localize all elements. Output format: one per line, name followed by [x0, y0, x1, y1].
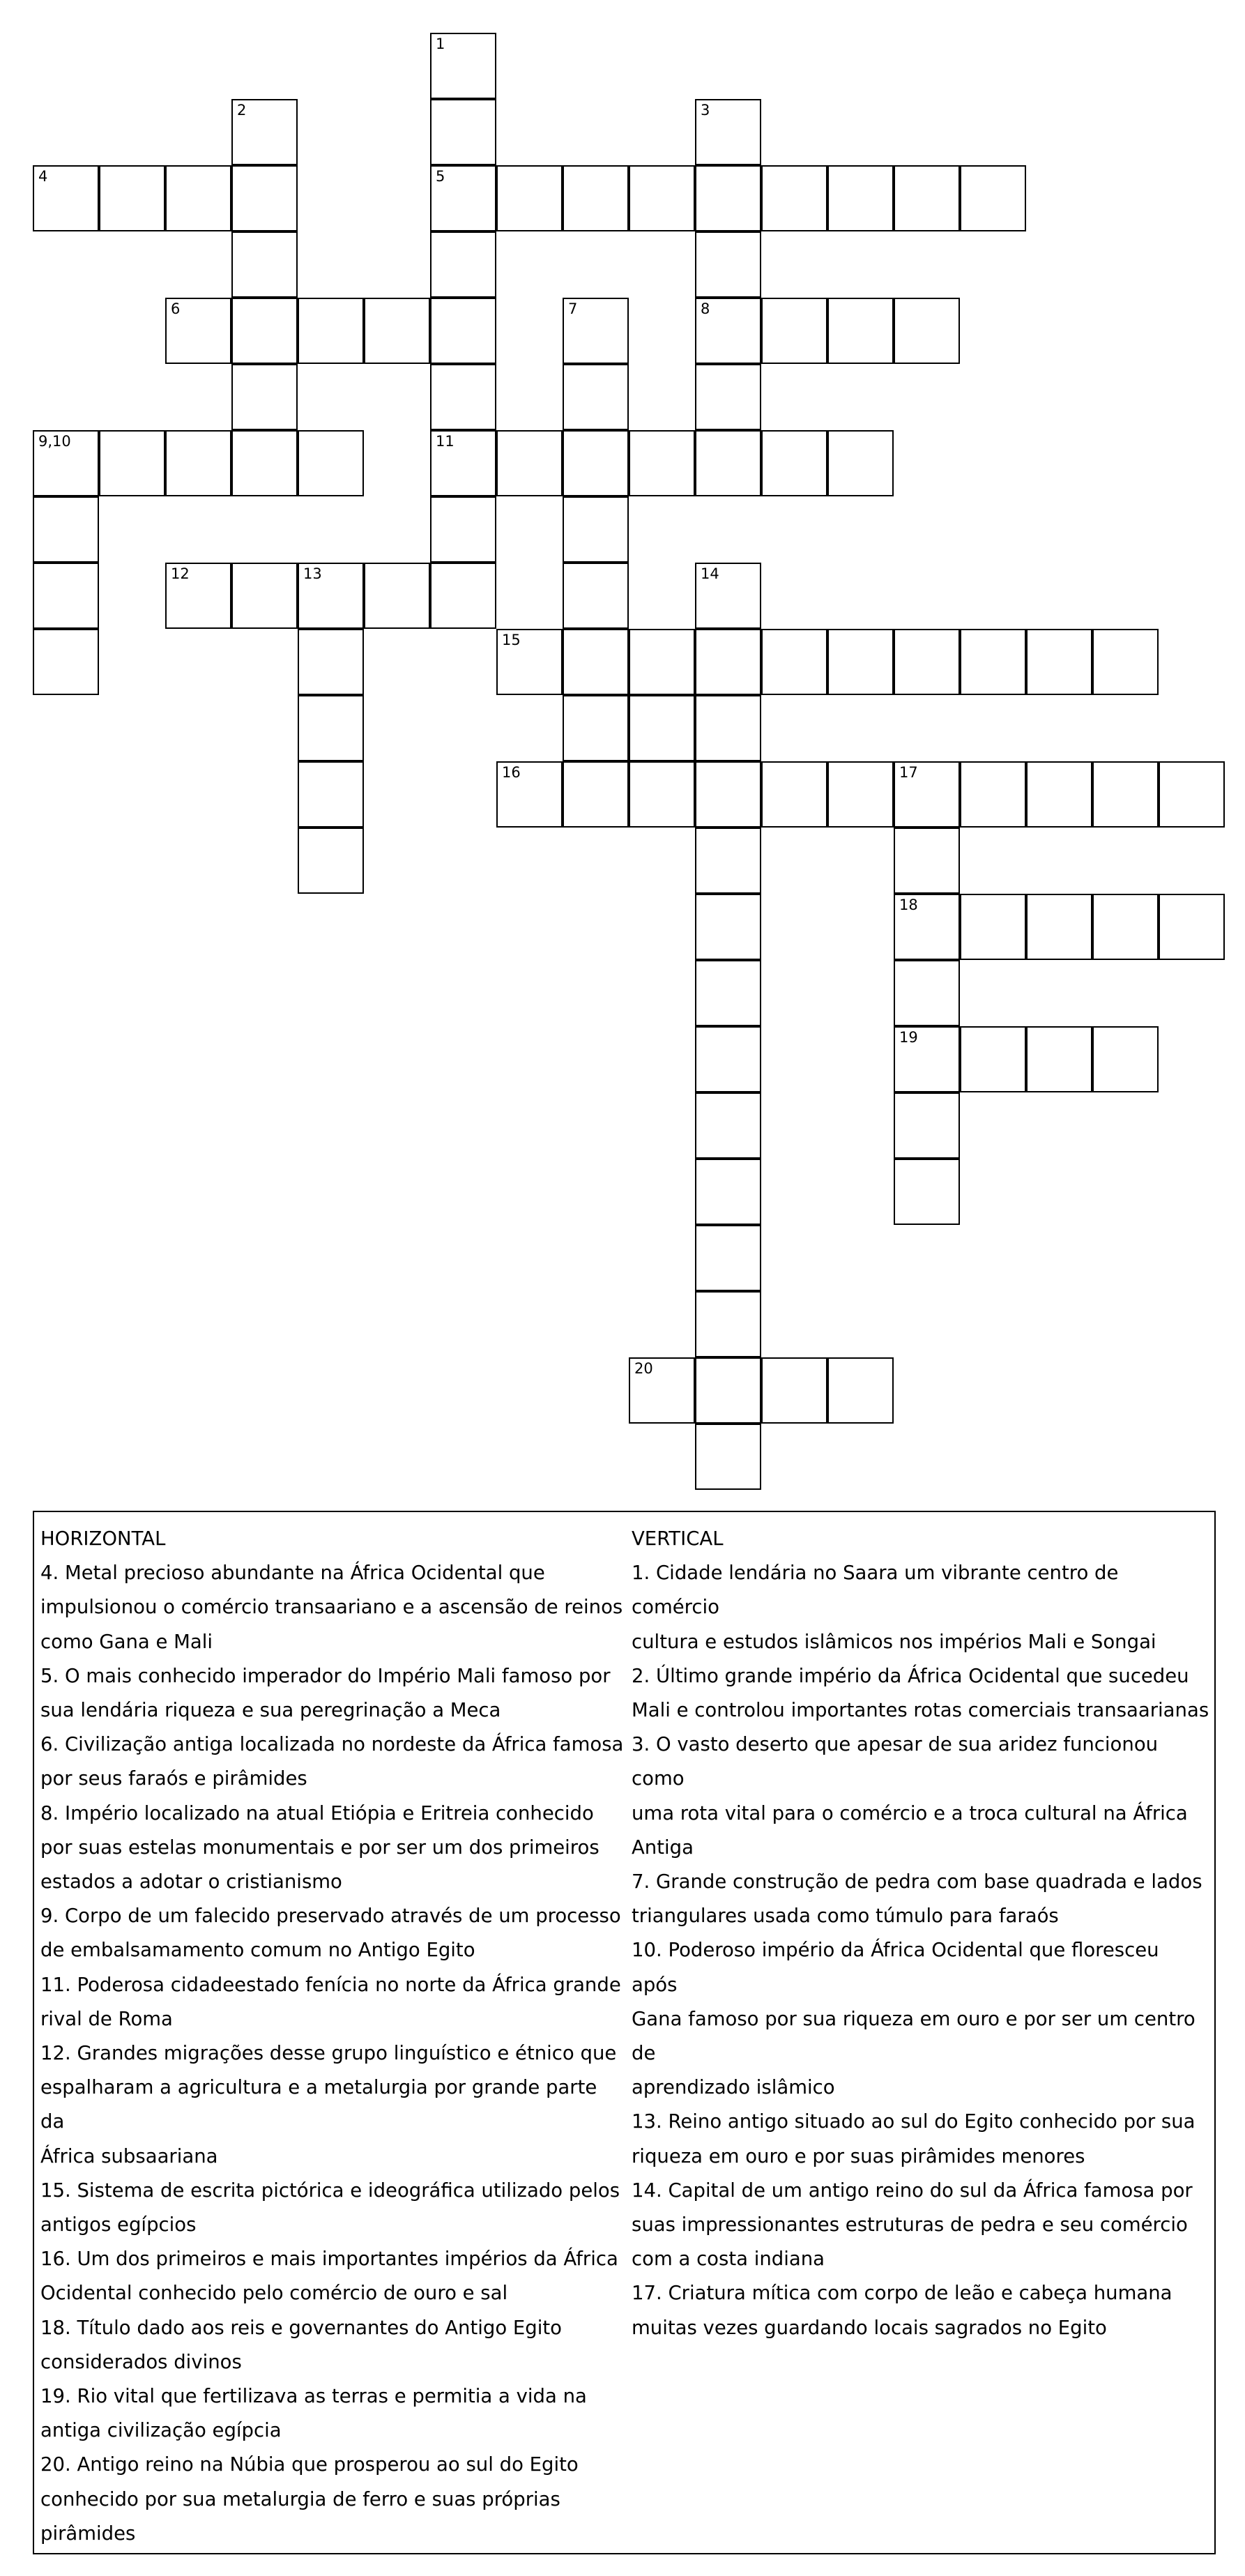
grid-cell[interactable] — [298, 695, 364, 761]
grid-cell[interactable] — [695, 231, 761, 298]
grid-cell[interactable] — [695, 430, 761, 496]
grid-cell[interactable] — [99, 165, 165, 231]
vertical-clue-list — [632, 1556, 1210, 2345]
grid-cell[interactable] — [960, 894, 1026, 960]
grid-cell[interactable] — [165, 430, 231, 496]
clue-number: 8 — [701, 300, 710, 317]
grid-cell[interactable] — [231, 430, 298, 496]
grid-cell[interactable] — [695, 629, 761, 695]
clue-line: 8. Império localizado na atual Etiópia e Eritreia conhecido — [40, 1801, 594, 1824]
grid-cell-14[interactable] — [695, 563, 761, 629]
grid-cell[interactable] — [430, 364, 496, 430]
grid-cell[interactable] — [761, 430, 827, 496]
clue-line: 5. O mais conhecido imperador do Império Mali famoso por — [40, 1664, 611, 1687]
clue-number: 4 — [38, 168, 48, 185]
clue-line: 16. Um dos primeiros e mais importantes impérios da África — [40, 2248, 618, 2271]
grid-cell[interactable] — [298, 761, 364, 828]
grid-cell[interactable] — [1092, 1026, 1159, 1092]
grid-cell[interactable] — [33, 629, 99, 695]
clue-number: 5 — [436, 168, 445, 185]
grid-cell[interactable] — [695, 1092, 761, 1159]
grid-cell[interactable] — [761, 165, 827, 231]
grid-cell-7[interactable] — [563, 298, 629, 364]
grid-cell[interactable] — [695, 1291, 761, 1357]
clue-line: de embalsamamento comum no Antigo Egito — [40, 1939, 475, 1962]
grid-cell[interactable] — [894, 960, 960, 1026]
clue-number: 19 — [899, 1029, 918, 1046]
grid-cell[interactable] — [1026, 1026, 1092, 1092]
clue-line: por seus faraós e pirâmides — [40, 1767, 307, 1790]
clue-number: 7 — [568, 300, 578, 317]
clue-line: 18. Título dado aos reis e governantes do Antigo Egito — [40, 2316, 562, 2339]
grid-cell[interactable] — [231, 231, 298, 298]
clue-line: 15. Sistema de escrita pictórica e ideográfica utilizado pelos — [40, 2179, 620, 2202]
grid-cell[interactable] — [298, 430, 364, 496]
grid-cell[interactable] — [827, 165, 894, 231]
grid-cell-8[interactable] — [695, 298, 761, 364]
grid-cell[interactable] — [298, 629, 364, 695]
grid-cell[interactable] — [298, 298, 364, 364]
grid-cell-2[interactable] — [231, 99, 298, 165]
clue-number: 18 — [899, 897, 918, 913]
clue-number: 20 — [634, 1360, 653, 1377]
grid-cell[interactable] — [430, 563, 496, 629]
grid-cell-5[interactable] — [430, 165, 496, 231]
clue-line: 9. Corpo de um falecido preservado através de um processo — [40, 1905, 621, 1928]
clue-line: 13. Reino antigo situado ao sul do Egito conhecido por sua — [632, 2110, 1196, 2133]
grid-cell[interactable] — [231, 563, 298, 629]
grid-cell[interactable] — [695, 1225, 761, 1291]
grid-cell[interactable] — [1092, 761, 1159, 828]
clue-line: impulsionou o comércio transaariano e a ascensão de reinos — [40, 1596, 623, 1619]
grid-cell[interactable] — [695, 828, 761, 894]
clue-number: 3 — [701, 102, 710, 119]
clue-line: rival de Roma — [40, 2007, 173, 2030]
clue-line: como Gana e Mali — [40, 1630, 213, 1653]
grid-cell[interactable] — [1159, 761, 1225, 828]
grid-cell-6[interactable] — [165, 298, 231, 364]
clue-number: 2 — [237, 102, 247, 119]
grid-cell[interactable] — [629, 695, 695, 761]
clue-line: 14. Capital de um antigo reino do sul da África famosa por — [632, 2179, 1193, 2202]
clue-number: 1 — [436, 36, 445, 52]
grid-cell[interactable] — [165, 165, 231, 231]
grid-cell[interactable] — [695, 1424, 761, 1490]
clue-line: 7. Grande construção de pedra com base quadrada e lados — [632, 1870, 1202, 1893]
clue-number: 12 — [171, 565, 190, 582]
clue-line: 1. Cidade lendária no Saara um vibrante centro de comércio — [632, 1562, 1119, 1619]
grid-cell[interactable] — [827, 629, 894, 695]
clue-line: suas impressionantes estruturas de pedra e seu comércio — [632, 2213, 1188, 2236]
grid-cell[interactable] — [960, 761, 1026, 828]
grid-cell-19[interactable] — [894, 1026, 960, 1092]
grid-cell[interactable] — [629, 761, 695, 828]
clue-number: 14 — [701, 565, 719, 582]
clue-line: riqueza em ouro e por suas pirâmides menores — [632, 2144, 1085, 2167]
grid-cell[interactable] — [894, 828, 960, 894]
grid-cell-18[interactable] — [894, 894, 960, 960]
grid-cell[interactable] — [430, 298, 496, 364]
clue-number: 17 — [899, 764, 918, 781]
grid-cell[interactable] — [1026, 629, 1092, 695]
clue-line: espalharam a agricultura e a metalurgia por grande parte da — [40, 2076, 597, 2133]
clue-line: triangulares usada como túmulo para faraós — [632, 1905, 1059, 1928]
grid-cell[interactable] — [430, 231, 496, 298]
clue-line: com a costa indiana — [632, 2248, 825, 2271]
grid-cell[interactable] — [231, 298, 298, 364]
grid-cell[interactable] — [231, 364, 298, 430]
clue-number: 13 — [303, 565, 322, 582]
grid-cell[interactable] — [99, 430, 165, 496]
clue-line: sua lendária riqueza e sua peregrinação a Meca — [40, 1699, 501, 1722]
grid-cell[interactable] — [827, 298, 894, 364]
clue-line: 10. Poderoso império da África Ocidental que floresceu após — [632, 1939, 1159, 1996]
clue-line: 3. O vasto deserto que apesar de sua aridez funcionou como — [632, 1733, 1159, 1790]
grid-cell[interactable] — [827, 430, 894, 496]
grid-cell-12[interactable] — [165, 563, 231, 629]
grid-cell[interactable] — [960, 165, 1026, 231]
grid-cell[interactable] — [960, 1026, 1026, 1092]
grid-cell[interactable] — [761, 1357, 827, 1424]
horizontal-heading: HORIZONTAL — [40, 1527, 166, 1550]
grid-cell[interactable] — [1026, 761, 1092, 828]
grid-cell-16[interactable] — [496, 761, 563, 828]
clue-line: considerados divinos — [40, 2350, 242, 2373]
clues-box — [33, 1511, 1216, 2554]
grid-cell[interactable] — [563, 165, 629, 231]
grid-cell[interactable] — [563, 496, 629, 563]
clue-line: estados a adotar o cristianismo — [40, 1870, 342, 1893]
clue-line: uma rota vital para o comércio e a troca cultural na África — [632, 1801, 1188, 1824]
grid-cell[interactable] — [629, 430, 695, 496]
grid-cell-15[interactable] — [496, 629, 563, 695]
clue-line: 6. Civilização antiga localizada no nordeste da África famosa — [40, 1733, 624, 1756]
grid-cell-11[interactable] — [430, 430, 496, 496]
grid-cell[interactable] — [761, 761, 827, 828]
clue-line: pirâmides — [40, 2522, 136, 2545]
grid-cell[interactable] — [761, 298, 827, 364]
clue-line: 12. Grandes migrações desse grupo linguístico e étnico que — [40, 2042, 617, 2065]
grid-cell[interactable] — [894, 298, 960, 364]
grid-cell[interactable] — [563, 563, 629, 629]
clue-line: 19. Rio vital que fertilizava as terras e permitia a vida na — [40, 2385, 587, 2408]
grid-cell[interactable] — [894, 629, 960, 695]
grid-cell-17[interactable] — [894, 761, 960, 828]
clue-line: Gana famoso por sua riqueza em ouro e por ser um centro de — [632, 2007, 1196, 2065]
grid-cell[interactable] — [695, 165, 761, 231]
grid-cell[interactable] — [695, 960, 761, 1026]
clue-line: 17. Criatura mítica com corpo de leão e cabeça humana — [632, 2282, 1173, 2305]
grid-cell[interactable] — [827, 761, 894, 828]
vertical-heading: VERTICAL — [632, 1527, 724, 1550]
grid-cell[interactable] — [231, 165, 298, 231]
grid-cell[interactable] — [430, 496, 496, 563]
grid-cell[interactable] — [1092, 629, 1159, 695]
grid-cell-9-10[interactable] — [33, 430, 99, 496]
clue-line: antiga civilização egípcia — [40, 2419, 282, 2442]
clue-number: 11 — [436, 433, 455, 450]
grid-cell[interactable] — [629, 629, 695, 695]
grid-cell[interactable] — [563, 695, 629, 761]
clue-number: 6 — [171, 300, 181, 317]
grid-cell[interactable] — [1026, 894, 1092, 960]
grid-cell[interactable] — [960, 629, 1026, 695]
vertical-clues — [632, 1522, 1210, 2345]
grid-cell[interactable] — [563, 629, 629, 695]
clue-line: antigos egípcios — [40, 2213, 197, 2236]
grid-cell[interactable] — [695, 761, 761, 828]
grid-cell[interactable] — [496, 165, 563, 231]
grid-cell[interactable] — [364, 298, 430, 364]
grid-cell[interactable] — [563, 761, 629, 828]
clue-line: 2. Último grande império da África Ocidental que sucedeu — [632, 1664, 1189, 1687]
grid-cell[interactable] — [894, 1092, 960, 1159]
clue-line: conhecido por sua metalurgia de ferro e suas próprias — [40, 2487, 560, 2510]
grid-cell[interactable] — [33, 496, 99, 563]
grid-cell[interactable] — [496, 430, 563, 496]
grid-cell-4[interactable] — [33, 165, 99, 231]
clue-line: 4. Metal precioso abundante na África Ocidental que — [40, 1562, 545, 1585]
grid-cell[interactable] — [695, 1026, 761, 1092]
grid-cell-1[interactable] — [430, 33, 496, 99]
clue-line: por suas estelas monumentais e por ser um dos primeiros — [40, 1836, 599, 1859]
clue-line: África subsaariana — [40, 2144, 218, 2167]
clue-number: 15 — [502, 632, 521, 648]
grid-cell[interactable] — [33, 563, 99, 629]
grid-cell-13[interactable] — [298, 563, 364, 629]
clue-line: Antiga — [632, 1836, 694, 1859]
clue-line: 11. Poderosa cidadeestado fenícia no norte da África grande — [40, 1973, 621, 1996]
grid-cell[interactable] — [894, 165, 960, 231]
grid-cell-20[interactable] — [629, 1357, 695, 1424]
grid-cell[interactable] — [629, 165, 695, 231]
clue-line: 20. Antigo reino na Núbia que prosperou ao sul do Egito — [40, 2453, 579, 2476]
grid-cell[interactable] — [430, 99, 496, 165]
grid-cell-3[interactable] — [695, 99, 761, 165]
horizontal-clue-list — [40, 1556, 626, 2551]
grid-cell[interactable] — [695, 364, 761, 430]
clue-line: aprendizado islâmico — [632, 2076, 835, 2099]
clue-line: Ocidental conhecido pelo comércio de ouro e sal — [40, 2282, 508, 2305]
grid-cell[interactable] — [695, 1159, 761, 1225]
grid-cell[interactable] — [563, 430, 629, 496]
grid-cell[interactable] — [761, 629, 827, 695]
grid-cell[interactable] — [695, 695, 761, 761]
grid-cell[interactable] — [298, 828, 364, 894]
grid-cell[interactable] — [695, 894, 761, 960]
grid-cell[interactable] — [827, 1357, 894, 1424]
horizontal-clues — [40, 1522, 626, 2551]
grid-cell[interactable] — [695, 1357, 761, 1424]
grid-cell[interactable] — [563, 364, 629, 430]
grid-cell[interactable] — [894, 1159, 960, 1225]
clue-line: muitas vezes guardando locais sagrados no Egito — [632, 2316, 1107, 2339]
grid-cell[interactable] — [1092, 894, 1159, 960]
grid-cell[interactable] — [1159, 894, 1225, 960]
clue-line: Mali e controlou importantes rotas comerciais transaarianas — [632, 1699, 1209, 1722]
grid-cell[interactable] — [364, 563, 430, 629]
clue-number: 16 — [502, 764, 521, 781]
clue-line: cultura e estudos islâmicos nos impérios Mali e Songai — [632, 1630, 1156, 1653]
clue-number: 9,10 — [38, 433, 71, 450]
